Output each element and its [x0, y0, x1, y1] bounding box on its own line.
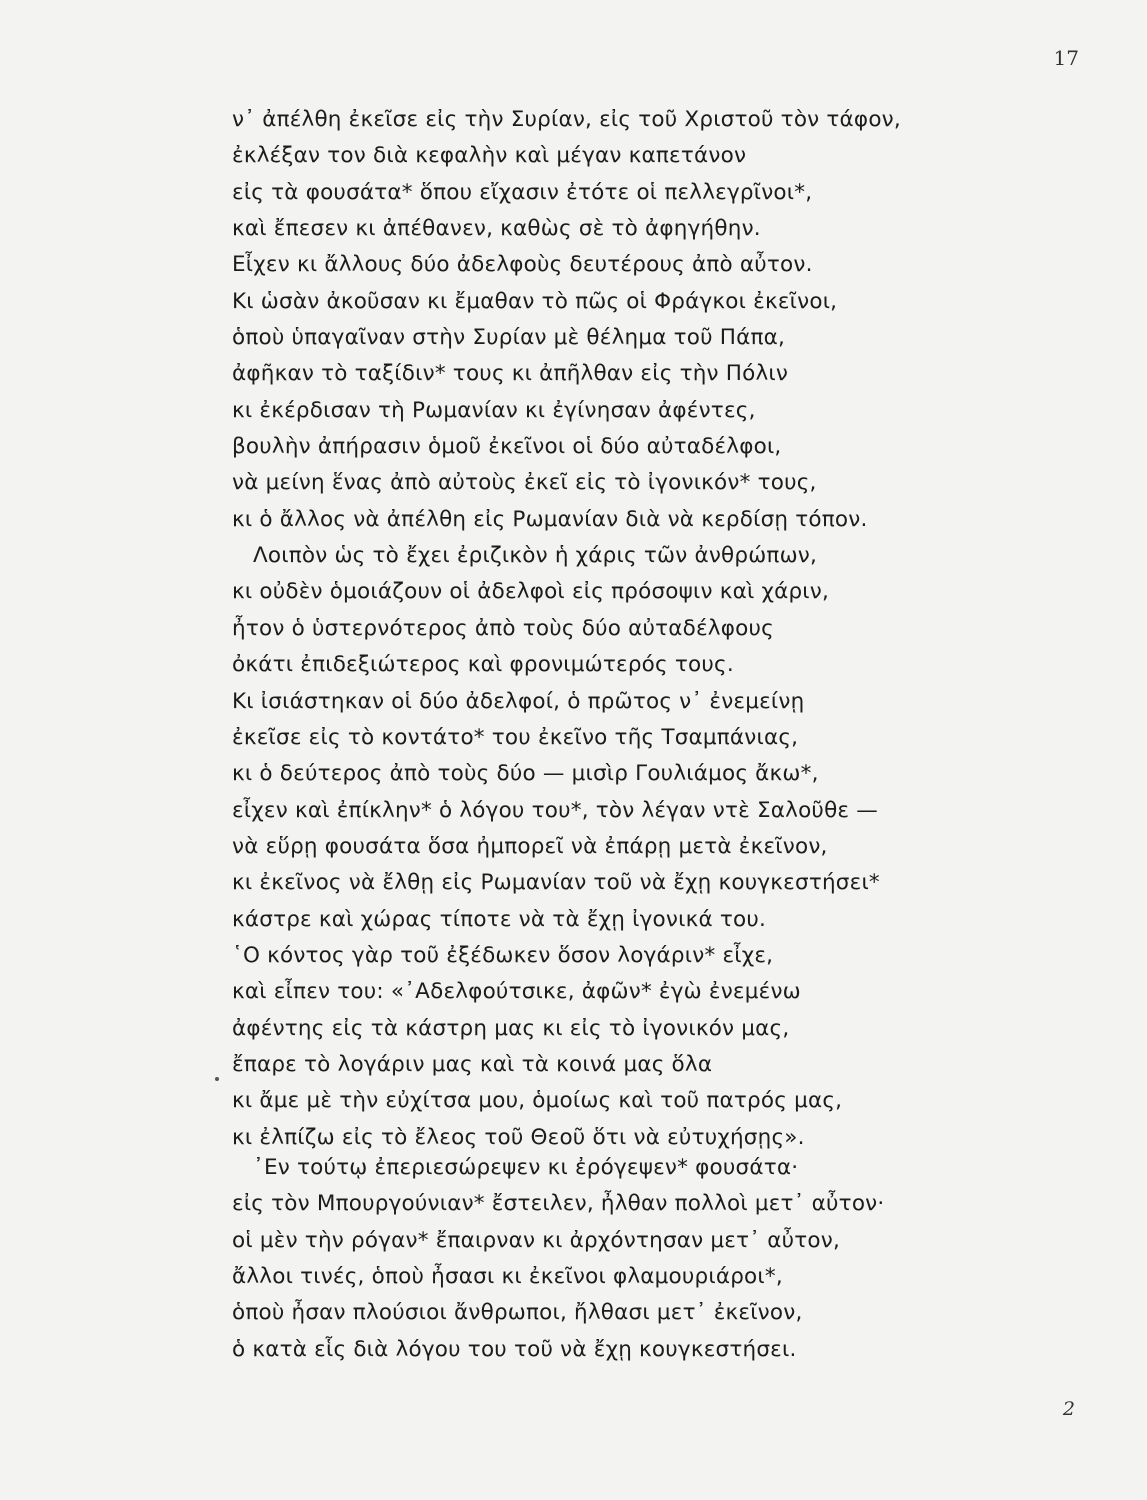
verse-line: εἰς τὸν Μπουργούνιαν* ἔστειλεν, ἦλθαν πολλοὶ μετ᾽ αὖτον· [232, 1191, 885, 1217]
verse-line: οἱ μὲν τὴν ρόγαν* ἔπαιρναν κι ἀρχόντησαν μετ᾽ αὖτον, [232, 1227, 840, 1253]
verse-line: Κι ὡσὰν ἀκοῦσαν κι ἔμαθαν τὸ πῶς οἱ Φράγκοι ἐκεῖνοι, [232, 288, 838, 314]
verse-line: κάστρε καὶ χώρας τίποτε νὰ τὰ ἔχῃ ἰγονικά του. [232, 906, 767, 932]
poem-stanza-2 [232, 1150, 884, 1368]
verse-line: καὶ εἶπεν του: «᾽Αδελφούτσικε, ἀφῶν* ἐγὼ ἐνεμένω [232, 979, 801, 1005]
verse-line: ἦτον ὁ ὑστερνότερος ἀπὸ τοὺς δύο αὐταδέλφους [232, 615, 774, 641]
verse-line: ὀκάτι ἐπιδεξιώτερος καὶ φρονιμώτερός τους. [232, 652, 734, 678]
verse-line: νὰ μείνη ἕνας ἀπὸ αὐτοὺς ἐκεῖ εἰς τὸ ἰγονικόν* τους, [232, 470, 817, 496]
margin-mark [215, 1077, 219, 1081]
verse-line: κι ἐκεῖνος νὰ ἔλθῃ εἰς Ρωμανίαν τοῦ νὰ ἔχῃ κουγκεστήσει* [232, 870, 880, 896]
page-number: 17 [1053, 46, 1079, 70]
verse-line: κι ἐκέρδισαν τὴ Ρωμανίαν κι ἐγίνησαν ἀφέντες, [232, 397, 756, 423]
verse-line: κι ἄμε μὲ τὴν εὐχίτσα μου, ὁμοίως καὶ τοῦ πατρός μας, [232, 1088, 843, 1114]
verse-line: κι ἐλπίζω εἰς τὸ ἔλεος τοῦ Θεοῦ ὅτι νὰ εὐτυχήσῃς». [232, 1124, 805, 1150]
verse-line: κι ὁ δεύτερος ἀπὸ τοὺς δύο — μισὶρ Γουλιάμος ἄκω*, [232, 761, 819, 787]
verse-line: κι οὐδὲν ὁμοιάζουν οἱ ἀδελφοὶ εἰς πρόσοψιν καὶ χάριν, [232, 579, 830, 605]
verse-line: νὰ εὕρῃ φουσάτα ὅσα ἠμπορεῖ νὰ ἐπάρῃ μετὰ ἐκεῖνον, [232, 833, 828, 859]
poem-stanza-1 [232, 102, 901, 1156]
verse-line: ᾽Εν τούτῳ ἐπεριεσώρεψεν κι ἐρόγεψεν* φουσάτα· [253, 1155, 799, 1180]
verse-line: Κι ἰσιάστηκαν οἱ δύο ἀδελφοί, ὁ πρῶτος ν᾽ ἐνεμείνῃ [232, 688, 805, 714]
signature-mark: 2 [1062, 1398, 1075, 1420]
verse-line: εἰς τὰ φουσάτα* ὅπου εἴχασιν ἐτότε οἱ πελλεγρῖνοι*, [232, 179, 813, 205]
verse-line: Εἶχεν κι ἄλλους δύο ἀδελφοὺς δευτέρους ἀπὸ αὖτον. [232, 252, 813, 278]
verse-line: κι ὁ ἄλλος νὰ ἀπέλθη εἰς Ρωμανίαν διὰ νὰ κερδίσῃ τόπον. [232, 506, 868, 532]
verse-line: ὁποὺ ὑπαγαῖναν στὴν Συρίαν μὲ θέλημα τοῦ Πάπα, [232, 325, 786, 351]
verse-line: ἀφέντης εἰς τὰ κάστρη μας κι εἰς τὸ ἰγονικόν μας, [232, 1015, 790, 1041]
verse-line: ἔπαρε τὸ λογάριν μας καὶ τὰ κοινά μας ὅλα [232, 1051, 713, 1077]
verse-line: ἄλλοι τινές, ὁποὺ ἦσασι κι ἐκεῖνοι φλαμουριάροι*, [232, 1264, 783, 1290]
verse-line: ῾Ο κόντος γὰρ τοῦ ἐξέδωκεν ὅσον λογάριν* εἶχε, [232, 942, 774, 968]
verse-line: ν᾽ ἀπέλθη ἐκεῖσε εἰς τὴν Συρίαν, εἰς τοῦ Χριστοῦ τὸν τάφον, [232, 107, 901, 132]
verse-line: εἶχεν καὶ ἐπίκλην* ὁ λόγου του*, τὸν λέγαν ντὲ Σαλοῦθε — [232, 797, 878, 823]
verse-line: καὶ ἔπεσεν κι ἀπέθανεν, καθὼς σὲ τὸ ἀφηγήθην. [232, 216, 761, 242]
verse-line: βουλὴν ἀπήρασιν ὁμοῦ ἐκεῖνοι οἱ δύο αὐταδέλφοι, [232, 434, 782, 460]
verse-line: ὁποὺ ἦσαν πλούσιοι ἄνθρωποι, ἤλθασι μετ᾽ ἐκεῖνον, [232, 1300, 803, 1326]
verse-line: Λοιπὸν ὡς τὸ ἔχει ἐριζικὸν ἡ χάρις τῶν ἀνθρώπων, [253, 543, 818, 569]
verse-line: ἀφῆκαν τὸ ταξίδιν* τους κι ἀπῆλθαν εἰς τὴν Πόλιν [232, 361, 789, 387]
verse-line: ἐκεῖσε εἰς τὸ κοντάτο* του ἐκεῖνο τῆς Τσαμπάνιας, [232, 724, 799, 750]
verse-line: ὁ κατὰ εἷς διὰ λόγου του τοῦ νὰ ἔχῃ κουγκεστήσει. [232, 1336, 797, 1362]
verse-line: ἐκλέξαν τον διὰ κεφαλὴν καὶ μέγαν καπετάνον [232, 143, 747, 169]
